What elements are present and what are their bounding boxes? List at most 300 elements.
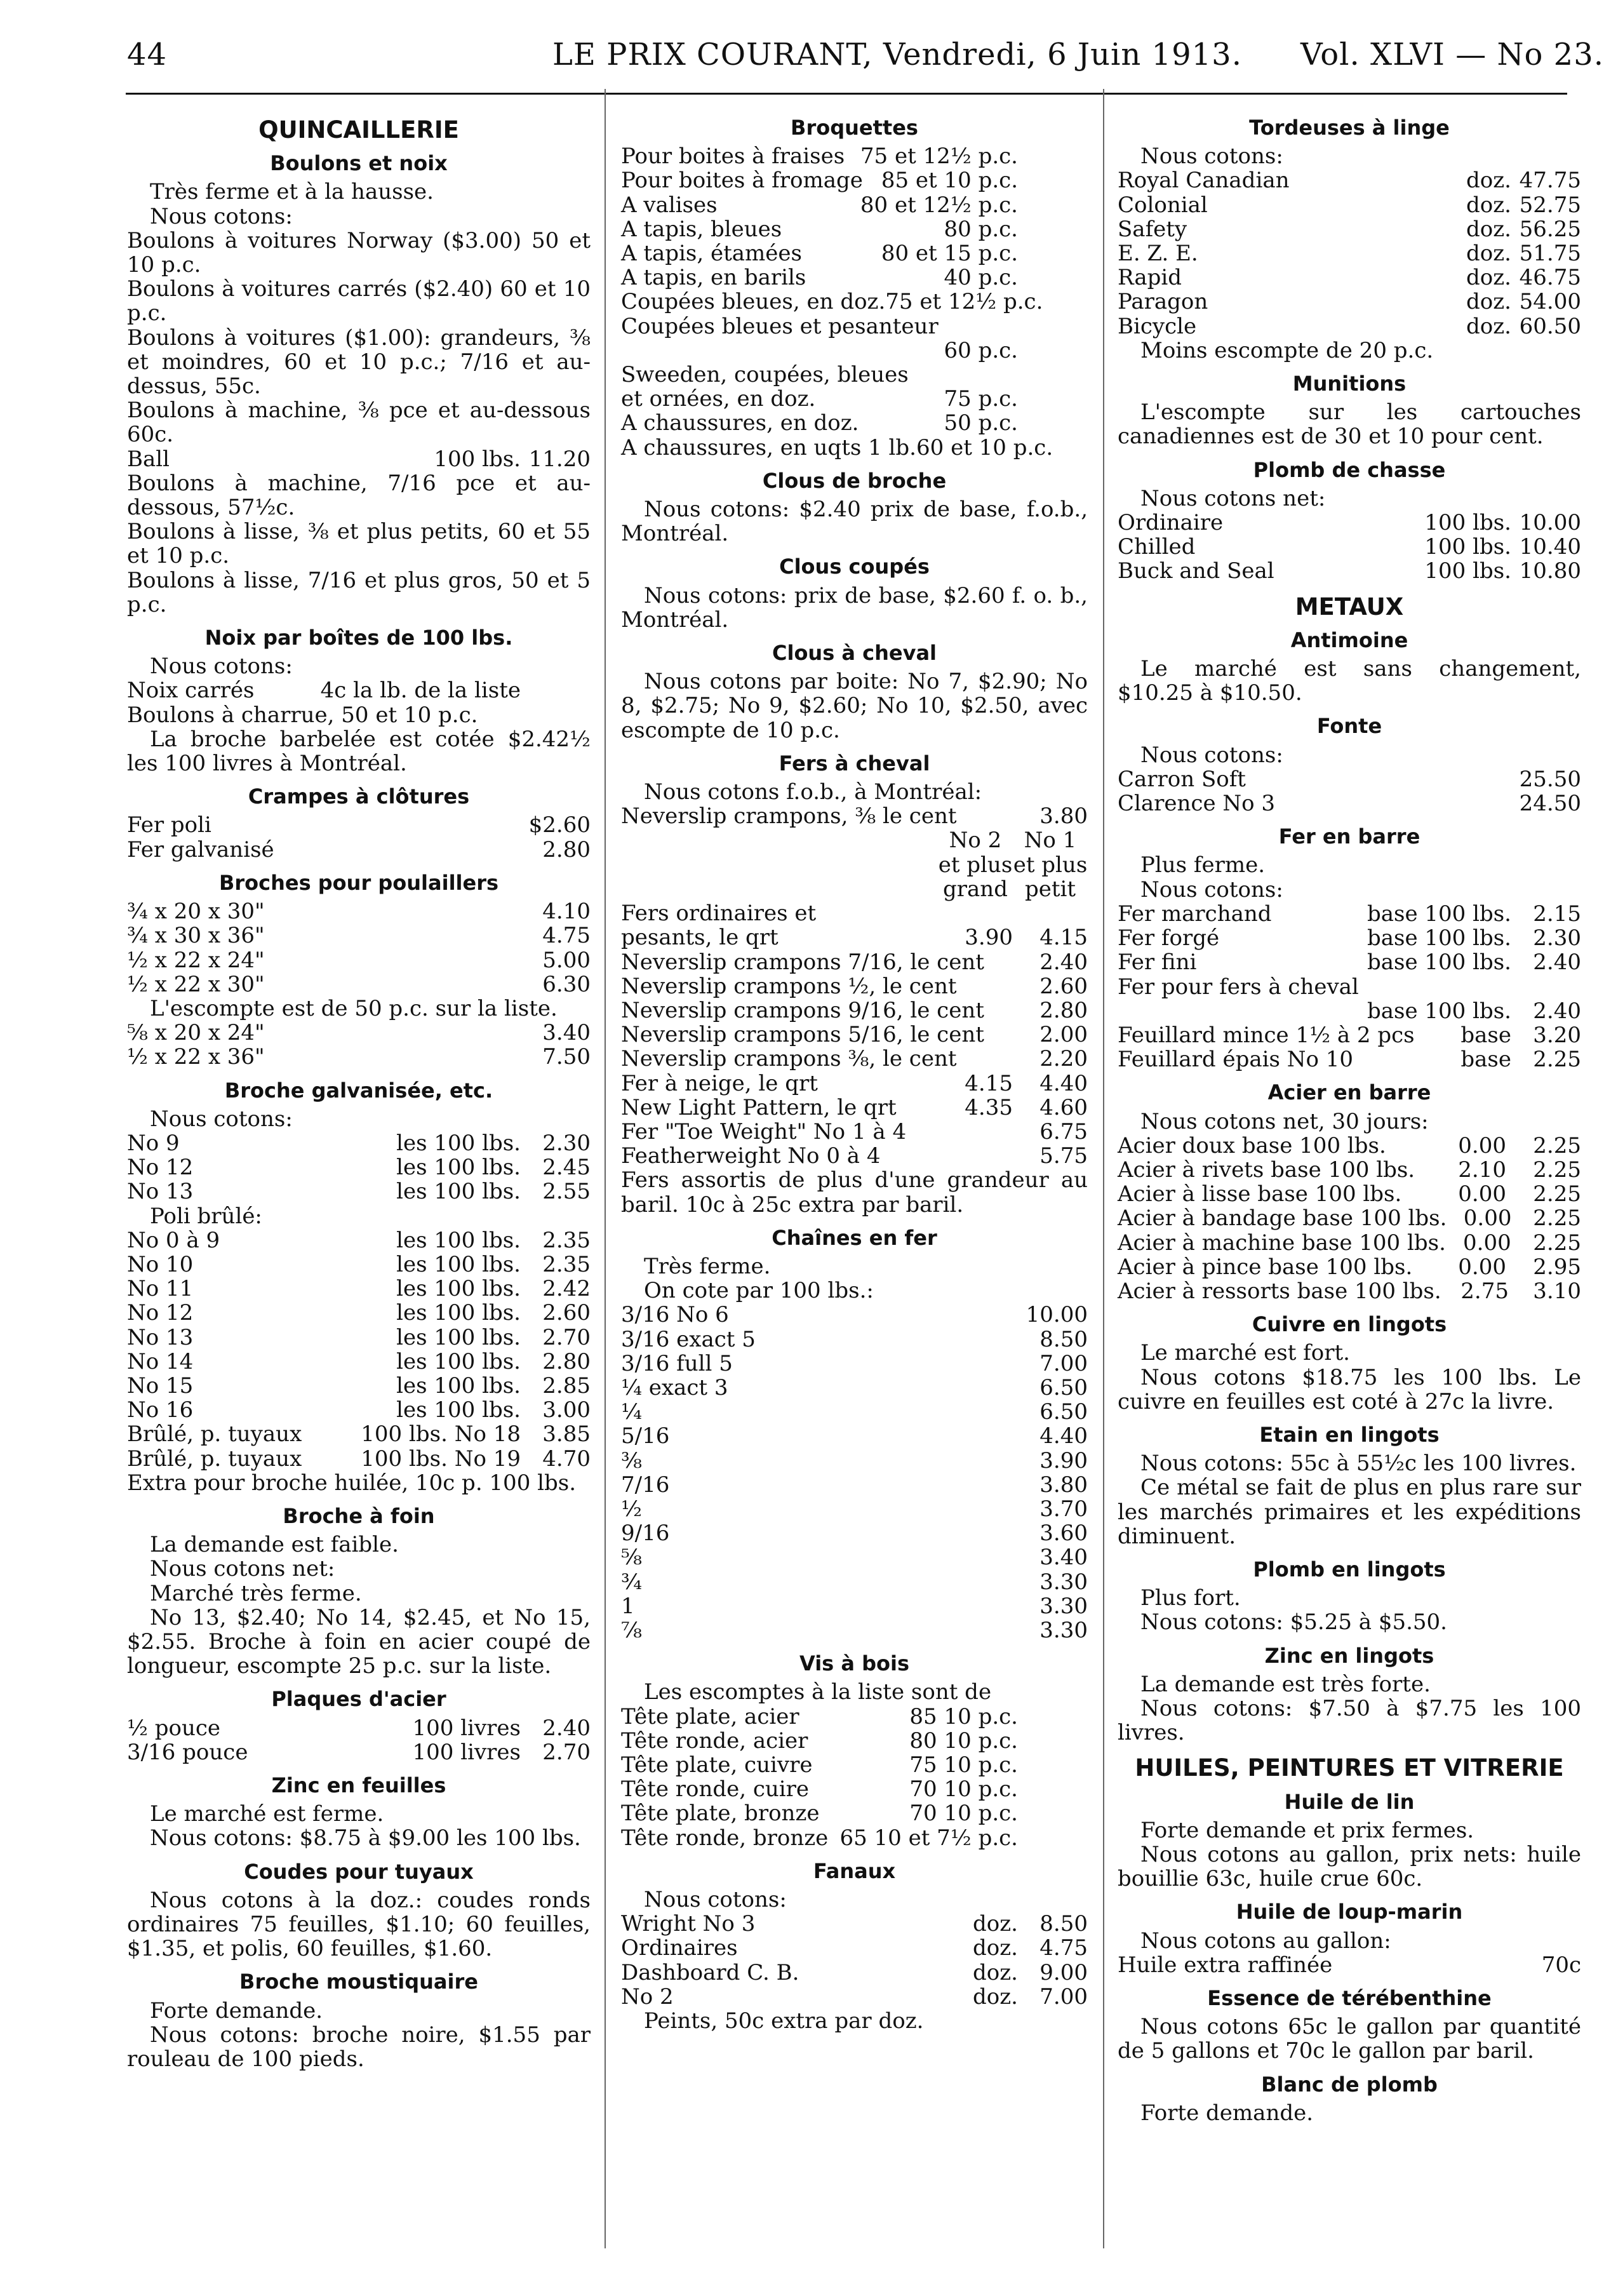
row-price: 3.20 [1533, 1022, 1581, 1048]
paragraph: Nous cotons: [150, 1106, 293, 1132]
price-row [127, 838, 591, 862]
price-row [1118, 1279, 1581, 1303]
row-label: Neverslip crampons 9/16, le cent [621, 997, 984, 1023]
row-detail: 4.35 [965, 1094, 1013, 1120]
paragraph: Boulons à machine, 7/16 pce et au-dessous, 57½c. [127, 470, 591, 521]
paragraph: No 13, $2.40; No 14, $2.45, et No 15, $2.55. Broche à foin en acier coupé de longueur, escompte 25 p.c. sur la liste. [127, 1604, 591, 1679]
row-label: Tête plate, cuivre [621, 1752, 813, 1778]
row-detail: base 100 lbs. [1367, 925, 1511, 951]
price-row [621, 1545, 1088, 1569]
row-price: 2.40 [1533, 950, 1581, 976]
price-row [127, 1398, 591, 1422]
price-row [621, 950, 1088, 974]
row-detail: base 100 lbs. [1367, 998, 1511, 1024]
row-price: 52.75 [1519, 192, 1581, 218]
row-detail [943, 1144, 1013, 1168]
row-price: 51.75 [1519, 241, 1581, 267]
row-label: No 11 [127, 1276, 194, 1302]
price-row [621, 217, 1088, 241]
column-label: grand [943, 876, 1008, 902]
subsection-heading: Clous à cheval [772, 641, 937, 666]
row-price: 4.10 [542, 899, 591, 925]
row-price: 3.70 [1039, 1496, 1088, 1522]
paragraph: La demande est faible. [150, 1532, 399, 1558]
row-detail: les 100 lbs. [396, 1300, 521, 1326]
row-detail [984, 998, 1034, 1023]
column-middle [621, 107, 1088, 2279]
paragraph: Le marché est fort. [1140, 1340, 1350, 1366]
paragraph: Sweeden, coupées, bleues [621, 362, 909, 388]
row-label: Fer fini [1118, 950, 1197, 976]
row-price: 3.10 [1533, 1278, 1581, 1304]
row-price: 2.60 [1039, 973, 1088, 999]
price-row [127, 1228, 591, 1252]
price-row [621, 1376, 1088, 1400]
price-row [621, 1400, 1088, 1424]
price-row [621, 1023, 1088, 1047]
row-detail: 100 livres [412, 1739, 521, 1765]
paragraph: La demande est très forte. [1140, 1671, 1431, 1697]
row-label: Wright No 3 [621, 1911, 756, 1937]
subsection-heading: Fanaux [813, 1858, 896, 1883]
row-label: Rapid [1118, 265, 1182, 291]
row-label: No 2 [621, 1984, 674, 2010]
row-label: Tête plate, bronze [621, 1801, 820, 1827]
paragraph: On cote par 100 lbs.: [644, 1278, 874, 1304]
paragraph: Nous cotons net, 30 jours: [1140, 1108, 1429, 1134]
paragraph: Boulons à lisse, 7/16 et plus gros, 50 et 5 p.c. [127, 567, 591, 617]
row-label: Colonial [1118, 192, 1208, 218]
row-price: 2.45 [542, 1155, 591, 1181]
row-price: 47.75 [1519, 168, 1581, 194]
row-detail: 100 lbs. [434, 446, 521, 472]
paragraph: Forte demande et prix fermes. [1140, 1817, 1474, 1843]
price-row [1118, 1023, 1581, 1047]
row-label: Fer forgé [1118, 925, 1220, 951]
row-detail: 100 lbs. No 18 [361, 1421, 521, 1447]
price-row [621, 168, 1088, 192]
paragraph: Nous cotons au gallon: [1140, 1928, 1391, 1954]
subsection-heading: Fonte [1316, 714, 1382, 739]
price-row [621, 436, 1088, 460]
row-detail: les 100 lbs. [396, 1155, 521, 1181]
row-detail: 75 p.c. [944, 386, 1018, 412]
row-price: 3.60 [1039, 1521, 1088, 1547]
price-row [1118, 511, 1581, 535]
row-price: 3.30 [1039, 1593, 1088, 1619]
page-header [0, 37, 1604, 94]
paragraph: Nous cotons au gallon, prix nets: huile bouillie 63c, huile crue 60c. [1118, 1842, 1581, 1892]
row-label: Brûlé, p. tuyaux [127, 1446, 302, 1472]
subsection-heading: Vis à bois [799, 1651, 909, 1676]
column-label: No 2 [949, 828, 1002, 854]
row-price: 25.50 [1519, 766, 1581, 792]
row-price [1018, 265, 1088, 290]
paragraph: Nous cotons: [1140, 144, 1283, 170]
row-price: 3.40 [1039, 1545, 1088, 1571]
paragraph: Plus fort. [1140, 1585, 1241, 1611]
price-row [127, 899, 591, 923]
price-row [621, 1449, 1088, 1473]
subsection-heading: Munitions [1292, 372, 1407, 396]
price-row [1118, 1953, 1581, 1977]
row-label: ½ pouce [127, 1715, 221, 1741]
subsection-heading: Zinc en feuilles [271, 1773, 446, 1797]
row-label: ¾ x 20 x 30" [127, 899, 265, 925]
row-label: et ornées, en doz. [621, 386, 816, 412]
row-detail: doz. [1466, 313, 1511, 339]
row-price [1018, 1753, 1088, 1777]
price-row [127, 1740, 591, 1764]
row-detail: les 100 lbs. [396, 1324, 521, 1350]
paragraph: Boulons à voitures Norway ($3.00) 50 et 10 p.c. [127, 227, 591, 278]
price-row [1118, 1231, 1581, 1255]
price-row [127, 1155, 591, 1179]
row-label: Neverslip crampons 5/16, le cent [621, 1022, 984, 1048]
row-detail: 0.00 [1463, 1230, 1511, 1256]
row-detail: doz. [973, 1935, 1018, 1961]
price-row [1118, 950, 1581, 974]
row-detail: 100 lbs. [1424, 534, 1511, 560]
row-label: ⅞ [621, 1617, 642, 1643]
row-label: Acier à ressorts base 100 lbs. [1118, 1278, 1441, 1304]
row-detail: 40 p.c. [944, 265, 1018, 291]
row-detail: base 100 lbs. [1367, 901, 1511, 927]
subsection-heading: Broche galvanisée, etc. [224, 1078, 493, 1103]
column-labels [621, 853, 1088, 877]
row-price [1018, 387, 1088, 411]
price-row [621, 1729, 1088, 1753]
price-row [127, 1301, 591, 1325]
price-row [127, 1131, 591, 1155]
paragraph: Nous cotons par boite: No 7, $2.90; No 8, $2.75; No 9, $2.60; No 10, $2.50, avec escompte de 10 p.c. [621, 669, 1088, 743]
price-row [127, 1447, 591, 1471]
column-label: No 1 [1024, 828, 1077, 854]
row-price: 4.40 [1039, 1070, 1088, 1096]
row-label: Acier à pince base 100 lbs. [1118, 1254, 1413, 1280]
price-row [127, 1179, 591, 1204]
price-row [621, 1826, 1088, 1850]
paragraph: Fers ordinaires et [621, 901, 817, 927]
subsection-heading: Broche moustiquaire [239, 1970, 478, 1994]
row-price: 2.85 [542, 1373, 591, 1399]
subsection-heading: Broquettes [791, 116, 918, 140]
row-price [1018, 339, 1088, 363]
row-label: Neverslip crampons ½, le cent [621, 973, 957, 999]
row-detail: 80 et 15 p.c. [881, 241, 1018, 267]
subsection-heading: Cuivre en lingots [1252, 1312, 1447, 1337]
price-row [1118, 265, 1581, 290]
price-row [621, 1120, 1088, 1144]
price-row [1118, 1134, 1581, 1158]
row-label: Tête ronde, acier [621, 1728, 808, 1754]
paragraph: Boulons à voitures ($1.00): grandeurs, ⅜ et moindres, 60 et 10 p.c.; 7/16 et au-dessus, 55c. [127, 325, 591, 399]
row-price: 2.00 [1039, 1022, 1088, 1048]
price-row [621, 1594, 1088, 1618]
paragraph: Nous cotons: broche noire, $1.55 par rouleau de 100 pieds. [127, 2022, 591, 2072]
row-label: Feuillard épais No 10 [1118, 1047, 1354, 1073]
row-price: 10.00 [1519, 510, 1581, 536]
row-price [1018, 168, 1088, 192]
row-price: 2.42 [542, 1276, 591, 1302]
price-row [621, 1936, 1088, 1960]
row-label: Acier à bandage base 100 lbs. [1118, 1205, 1447, 1232]
row-label: No 9 [127, 1130, 180, 1156]
row-detail: doz. [1466, 216, 1511, 242]
price-row [127, 1326, 591, 1350]
paragraph: Peints, 50c extra par doz. [644, 2008, 924, 2034]
row-label: 3/16 pouce [127, 1739, 248, 1765]
price-row [1118, 767, 1581, 791]
subsection-heading: Coudes pour tuyaux [244, 1859, 474, 1884]
subsection-heading: Broche à foin [283, 1503, 435, 1528]
row-label: E. Z. E. [1118, 241, 1198, 267]
row-label: 3/16 No 6 [621, 1302, 729, 1328]
row-detail: doz. [973, 1984, 1018, 2010]
row-price: 2.40 [1533, 998, 1581, 1024]
subsection-heading: Boulons et noix [270, 151, 448, 176]
row-detail: 75 et 12½ p.c. [860, 144, 1018, 170]
row-label: Chilled [1118, 534, 1196, 560]
row-detail: 3.90 [965, 925, 1013, 951]
row-label: Fer à neige, le qrt [621, 1070, 818, 1096]
row-detail [984, 1023, 1034, 1047]
price-row [621, 998, 1088, 1023]
row-price: 2.30 [542, 1130, 591, 1156]
row-detail: 0.00 [1463, 1205, 1512, 1232]
row-price: 6.75 [1039, 1118, 1088, 1145]
price-row [127, 678, 591, 702]
row-label: Brûlé, p. tuyaux [127, 1421, 302, 1447]
row-label: No 15 [127, 1373, 194, 1399]
row-detail: doz. [1466, 241, 1511, 267]
price-row [127, 1374, 591, 1398]
row-detail: 60 p.c. [944, 337, 1018, 363]
row-price: 7.50 [542, 1044, 591, 1070]
row-price [521, 678, 591, 702]
row-detail: les 100 lbs. [396, 1373, 521, 1399]
price-row [127, 1252, 591, 1277]
price-row [1118, 902, 1581, 926]
price-row [1118, 193, 1581, 217]
row-label: Fer marchand [1118, 901, 1272, 927]
row-label: Acier à lisse base 100 lbs. [1118, 1181, 1402, 1207]
row-detail: 2.75 [1460, 1278, 1509, 1304]
row-detail: 60 et 10 p.c. [916, 434, 1053, 460]
row-price: 8.50 [1039, 1911, 1088, 1937]
row-label: A tapis, en barils [621, 265, 806, 291]
row-label: A chaussures, en doz. [621, 410, 859, 436]
row-price: 5.00 [542, 947, 591, 973]
row-label: Pour boites à fraises [621, 144, 845, 170]
row-price: 2.25 [1533, 1205, 1581, 1232]
row-detail: 70 10 p.c. [909, 1776, 1018, 1803]
price-row [127, 1277, 591, 1301]
row-price: 2.25 [1533, 1047, 1581, 1073]
row-label: 5/16 [621, 1423, 670, 1449]
row-label: 1 [621, 1593, 635, 1619]
subsection-heading: Blanc de plomb [1261, 2072, 1438, 2097]
paragraph: Nous cotons: $8.75 à $9.00 les 100 lbs. [150, 1825, 581, 1851]
row-label: Carron Soft [1118, 766, 1246, 792]
paragraph: Nous cotons net: [150, 1556, 335, 1582]
row-price: 2.60 [542, 1300, 591, 1326]
price-row [621, 1801, 1088, 1825]
row-detail [957, 974, 1020, 998]
price-row [621, 1985, 1088, 2009]
paragraph: Très ferme et à la hausse. [150, 179, 434, 205]
row-detail: les 100 lbs. [396, 1179, 521, 1205]
price-row [127, 948, 591, 972]
price-row [621, 1570, 1088, 1594]
price-row [1118, 999, 1581, 1023]
subsection-heading: Noix par boîtes de 100 lbs. [204, 626, 513, 650]
row-label: Feuillard mince 1½ à 2 pcs [1118, 1022, 1415, 1048]
row-price: 2.40 [1039, 949, 1088, 975]
price-row [621, 339, 1088, 363]
subsection-heading: Huile de lin [1284, 1789, 1415, 1814]
price-row [621, 1144, 1088, 1168]
page-title: LE PRIX COURANT, Vendredi, 6 Juin 1913. [552, 37, 1242, 72]
row-label: 9/16 [621, 1521, 670, 1547]
column-labels [621, 877, 1088, 901]
row-price: 3.80 [1039, 803, 1088, 829]
paragraph: Marché très ferme. [150, 1580, 362, 1606]
paragraph: Nous cotons $18.75 les 100 lbs. Le cuivre en feuilles est coté à 27c la livre. [1118, 1364, 1581, 1414]
column-labels [621, 828, 1088, 852]
row-label: ¼ [621, 1399, 642, 1425]
row-detail: doz. [1466, 289, 1511, 315]
subsection-heading: Essence de térébenthine [1207, 1986, 1492, 2011]
price-row [1118, 1206, 1581, 1230]
row-label: Coupées bleues, en doz. [621, 289, 886, 315]
row-label: ½ x 22 x 24" [127, 947, 265, 973]
row-price: 4.40 [1039, 1423, 1088, 1449]
row-detail: 100 lbs. [1424, 558, 1511, 584]
row-label: Dashboard C. B. [621, 1959, 799, 1985]
subsection-heading: Zinc en lingots [1264, 1643, 1434, 1668]
subsection-heading: Plomb de chasse [1253, 457, 1446, 482]
row-price: 4.75 [1039, 1935, 1088, 1961]
row-detail: les 100 lbs. [396, 1130, 521, 1156]
row-detail: 75 et 12½ p.c. [885, 289, 1043, 315]
volume-number: Vol. XLVI — No 23. [1300, 37, 1604, 72]
row-label: Noix carrés [127, 678, 255, 704]
row-price: 2.70 [542, 1739, 591, 1765]
price-row [1118, 241, 1581, 265]
row-label: Tête plate, acier [621, 1703, 799, 1729]
row-label: ⅝ x 20 x 24" [127, 1020, 265, 1046]
subsection-heading: Chaînes en fer [772, 1225, 937, 1250]
row-label: Ordinaires [621, 1935, 738, 1961]
paragraph: Nous cotons: [150, 654, 293, 680]
row-price [1043, 290, 1088, 314]
price-row [1118, 1182, 1581, 1206]
row-label: Ordinaire [1118, 510, 1224, 536]
row-price [1018, 1729, 1088, 1753]
price-row [1118, 1158, 1581, 1182]
paragraph: Nous cotons: $2.40 prix de base, f.o.b., Montréal. [621, 497, 1088, 547]
price-row [621, 1096, 1088, 1120]
price-row [127, 1422, 591, 1446]
header-rule [126, 93, 1567, 95]
row-detail: 100 livres [412, 1715, 521, 1741]
row-price [1018, 411, 1088, 435]
row-price [1018, 1777, 1088, 1801]
row-price [1018, 217, 1088, 241]
paragraph: Forte demande. [150, 1997, 323, 2024]
row-price: 7.00 [1039, 1350, 1088, 1376]
paragraph: Nous cotons: [1140, 742, 1283, 768]
subsection-heading: Clous de broche [762, 468, 947, 493]
row-detail: 65 10 et 7½ p.c. [839, 1825, 1018, 1851]
row-label: Clarence No 3 [1118, 791, 1276, 817]
row-detail: doz. [973, 1959, 1018, 1985]
subsection-heading: Plomb en lingots [1253, 1557, 1446, 1581]
row-detail: base 100 lbs. [1367, 950, 1511, 976]
row-price: 3.30 [1039, 1569, 1088, 1595]
row-detail: 70 10 p.c. [909, 1801, 1018, 1827]
subsection-heading: Antimoine [1290, 628, 1408, 652]
price-row [621, 1473, 1088, 1497]
price-row [1118, 791, 1581, 816]
price-row [621, 387, 1088, 411]
row-label: Neverslip crampons ⅜, le cent [621, 1046, 957, 1072]
row-detail: 4.15 [965, 1070, 1013, 1096]
subsection-heading: Crampes à clôtures [248, 784, 470, 809]
row-price [1018, 193, 1088, 217]
row-price: 54.00 [1519, 289, 1581, 315]
row-label: ½ [621, 1496, 642, 1522]
row-label: New Light Pattern, le qrt [621, 1094, 897, 1120]
row-label: Buck and Seal [1118, 558, 1274, 584]
row-price: 24.50 [1519, 791, 1581, 817]
row-detail: les 100 lbs. [396, 1251, 521, 1277]
row-detail: 75 10 p.c. [909, 1752, 1018, 1778]
subsection-heading: Huile de loup-marin [1236, 1900, 1463, 1924]
row-detail: 0.00 [1458, 1181, 1506, 1207]
paragraph: Nous cotons: $7.50 à $7.75 les 100 livres. [1118, 1695, 1581, 1746]
row-label: No 12 [127, 1300, 194, 1326]
row-price: 3.40 [542, 1020, 591, 1046]
row-label: A valises [621, 192, 718, 218]
price-row [621, 1424, 1088, 1448]
row-detail: 100 lbs. No 19 [361, 1446, 521, 1472]
row-detail: 0.00 [1458, 1254, 1506, 1280]
row-label: pesants, le qrt [621, 925, 779, 951]
section-heading: HUILES, PEINTURES ET VITRERIE [1135, 1754, 1564, 1782]
row-detail: 80 p.c. [944, 216, 1018, 242]
price-row [1118, 535, 1581, 559]
price-row [621, 265, 1088, 290]
paragraph: Fer pour fers à cheval [1118, 974, 1359, 1000]
subsection-heading: Broches pour poulaillers [218, 870, 499, 895]
row-label: ¾ [621, 1569, 642, 1595]
paragraph: Extra pour broche huilée, 10c p. 100 lbs. [127, 1470, 577, 1496]
row-price: 4.15 [1039, 925, 1088, 951]
row-price [1018, 1705, 1088, 1729]
price-row [1118, 1255, 1581, 1279]
row-detail: doz. [1466, 192, 1511, 218]
paragraph: Très ferme. [644, 1253, 771, 1279]
paragraph: Boulons à voitures carrés ($2.40) 60 et 10 p.c. [127, 276, 591, 326]
row-detail: les 100 lbs. [396, 1348, 521, 1374]
subsection-heading: Plaques d'acier [271, 1687, 446, 1712]
price-row [1118, 290, 1581, 314]
row-label: ¾ x 30 x 36" [127, 923, 265, 949]
row-label: Ball [127, 446, 170, 472]
price-row [127, 1021, 591, 1045]
